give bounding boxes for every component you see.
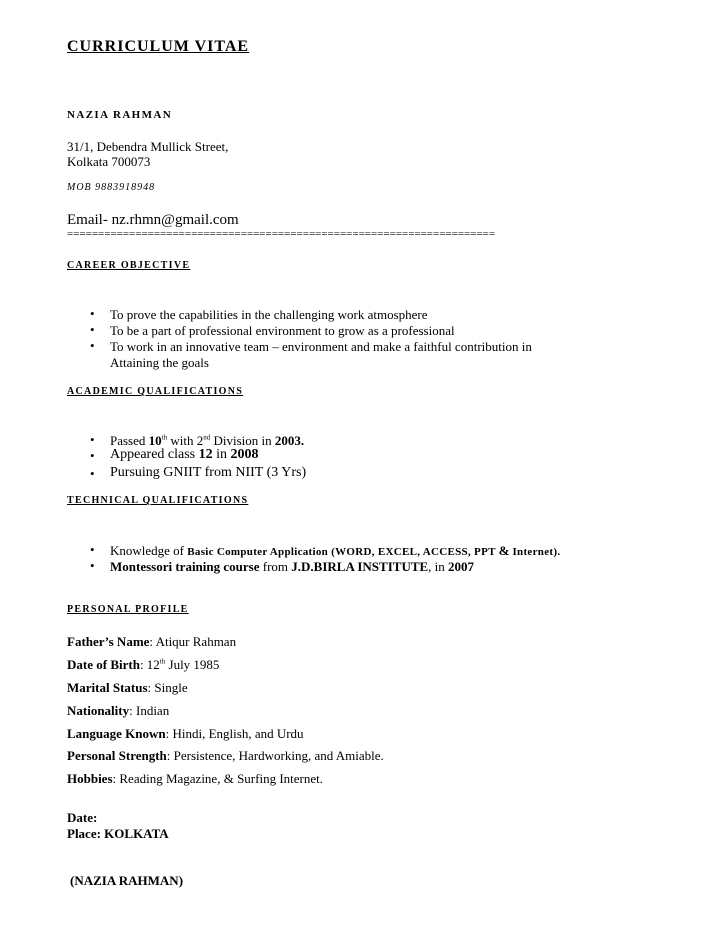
personal-profile-heading: PERSONAL PROFILE — [67, 604, 189, 615]
list-item-continuation: Attaining the goals — [110, 355, 209, 370]
bullet-icon: • — [90, 322, 95, 337]
email-address: Email- nz.rhmn@gmail.com — [67, 212, 239, 228]
personal-strength-field: Personal Strength: Persistence, Hardworking, and Amiable. — [67, 748, 384, 763]
document-title: CURRICULUM VITAE — [67, 38, 250, 55]
marital-status-field: Marital Status: Single — [67, 680, 188, 695]
applicant-name: NAZIA RAHMAN — [67, 109, 173, 121]
fathers-name-field: Father’s Name: Atiqur Rahman — [67, 634, 237, 649]
technical-qualifications-heading: TECHNICAL QUALIFICATIONS — [67, 495, 249, 506]
list-item: Passed 10th with 2nd Division in 2003. — [110, 433, 305, 448]
bullet-icon: • — [90, 558, 95, 573]
hobbies-field: Hobbies: Reading Magazine, & Surfing Internet. — [67, 771, 323, 786]
signature-name: (NAZIA RAHMAN) — [70, 873, 184, 888]
list-item: Appeared class 12 in 2008 — [110, 447, 259, 462]
bullet-icon: • — [90, 448, 95, 463]
date-label: Date: — [67, 810, 98, 825]
list-item: To work in an innovative team – environment and make a faithful contribution in — [110, 339, 532, 354]
place-label: Place: KOLKATA — [67, 826, 169, 841]
list-item: Pursuing GNIIT from NIIT (3 Yrs) — [110, 465, 307, 480]
bullet-icon: • — [90, 466, 95, 481]
date-of-birth-field: Date of Birth: 12th July 1985 — [67, 657, 220, 672]
mobile-number: MOB 9883918948 — [67, 182, 156, 193]
list-item: To be a part of professional environment to grow as a professional — [110, 323, 455, 338]
career-objective-heading: CAREER OBJECTIVE — [67, 260, 191, 271]
list-item: Knowledge of Basic Computer Application (WORD, EXCEL, ACCESS, PPT & Internet). — [110, 543, 561, 558]
academic-qualifications-heading: ACADEMIC QUALIFICATIONS — [67, 386, 244, 397]
list-item: Montessori training course from J.D.BIRLA INSTITUTE, in 2007 — [110, 559, 475, 574]
divider-line: ===================================================================== — [67, 228, 496, 240]
nationality-field: Nationality: Indian — [67, 703, 170, 718]
bullet-icon: • — [90, 542, 95, 557]
address-line-2: Kolkata 700073 — [67, 154, 151, 169]
bullet-icon: • — [90, 306, 95, 321]
address-line-1: 31/1, Debendra Mullick Street, — [67, 139, 229, 154]
language-known-field: Language Known: Hindi, English, and Urdu — [67, 726, 304, 741]
bullet-icon: • — [90, 338, 95, 353]
list-item: To prove the capabilities in the challenging work atmosphere — [110, 307, 428, 322]
bullet-icon: • — [90, 432, 95, 447]
